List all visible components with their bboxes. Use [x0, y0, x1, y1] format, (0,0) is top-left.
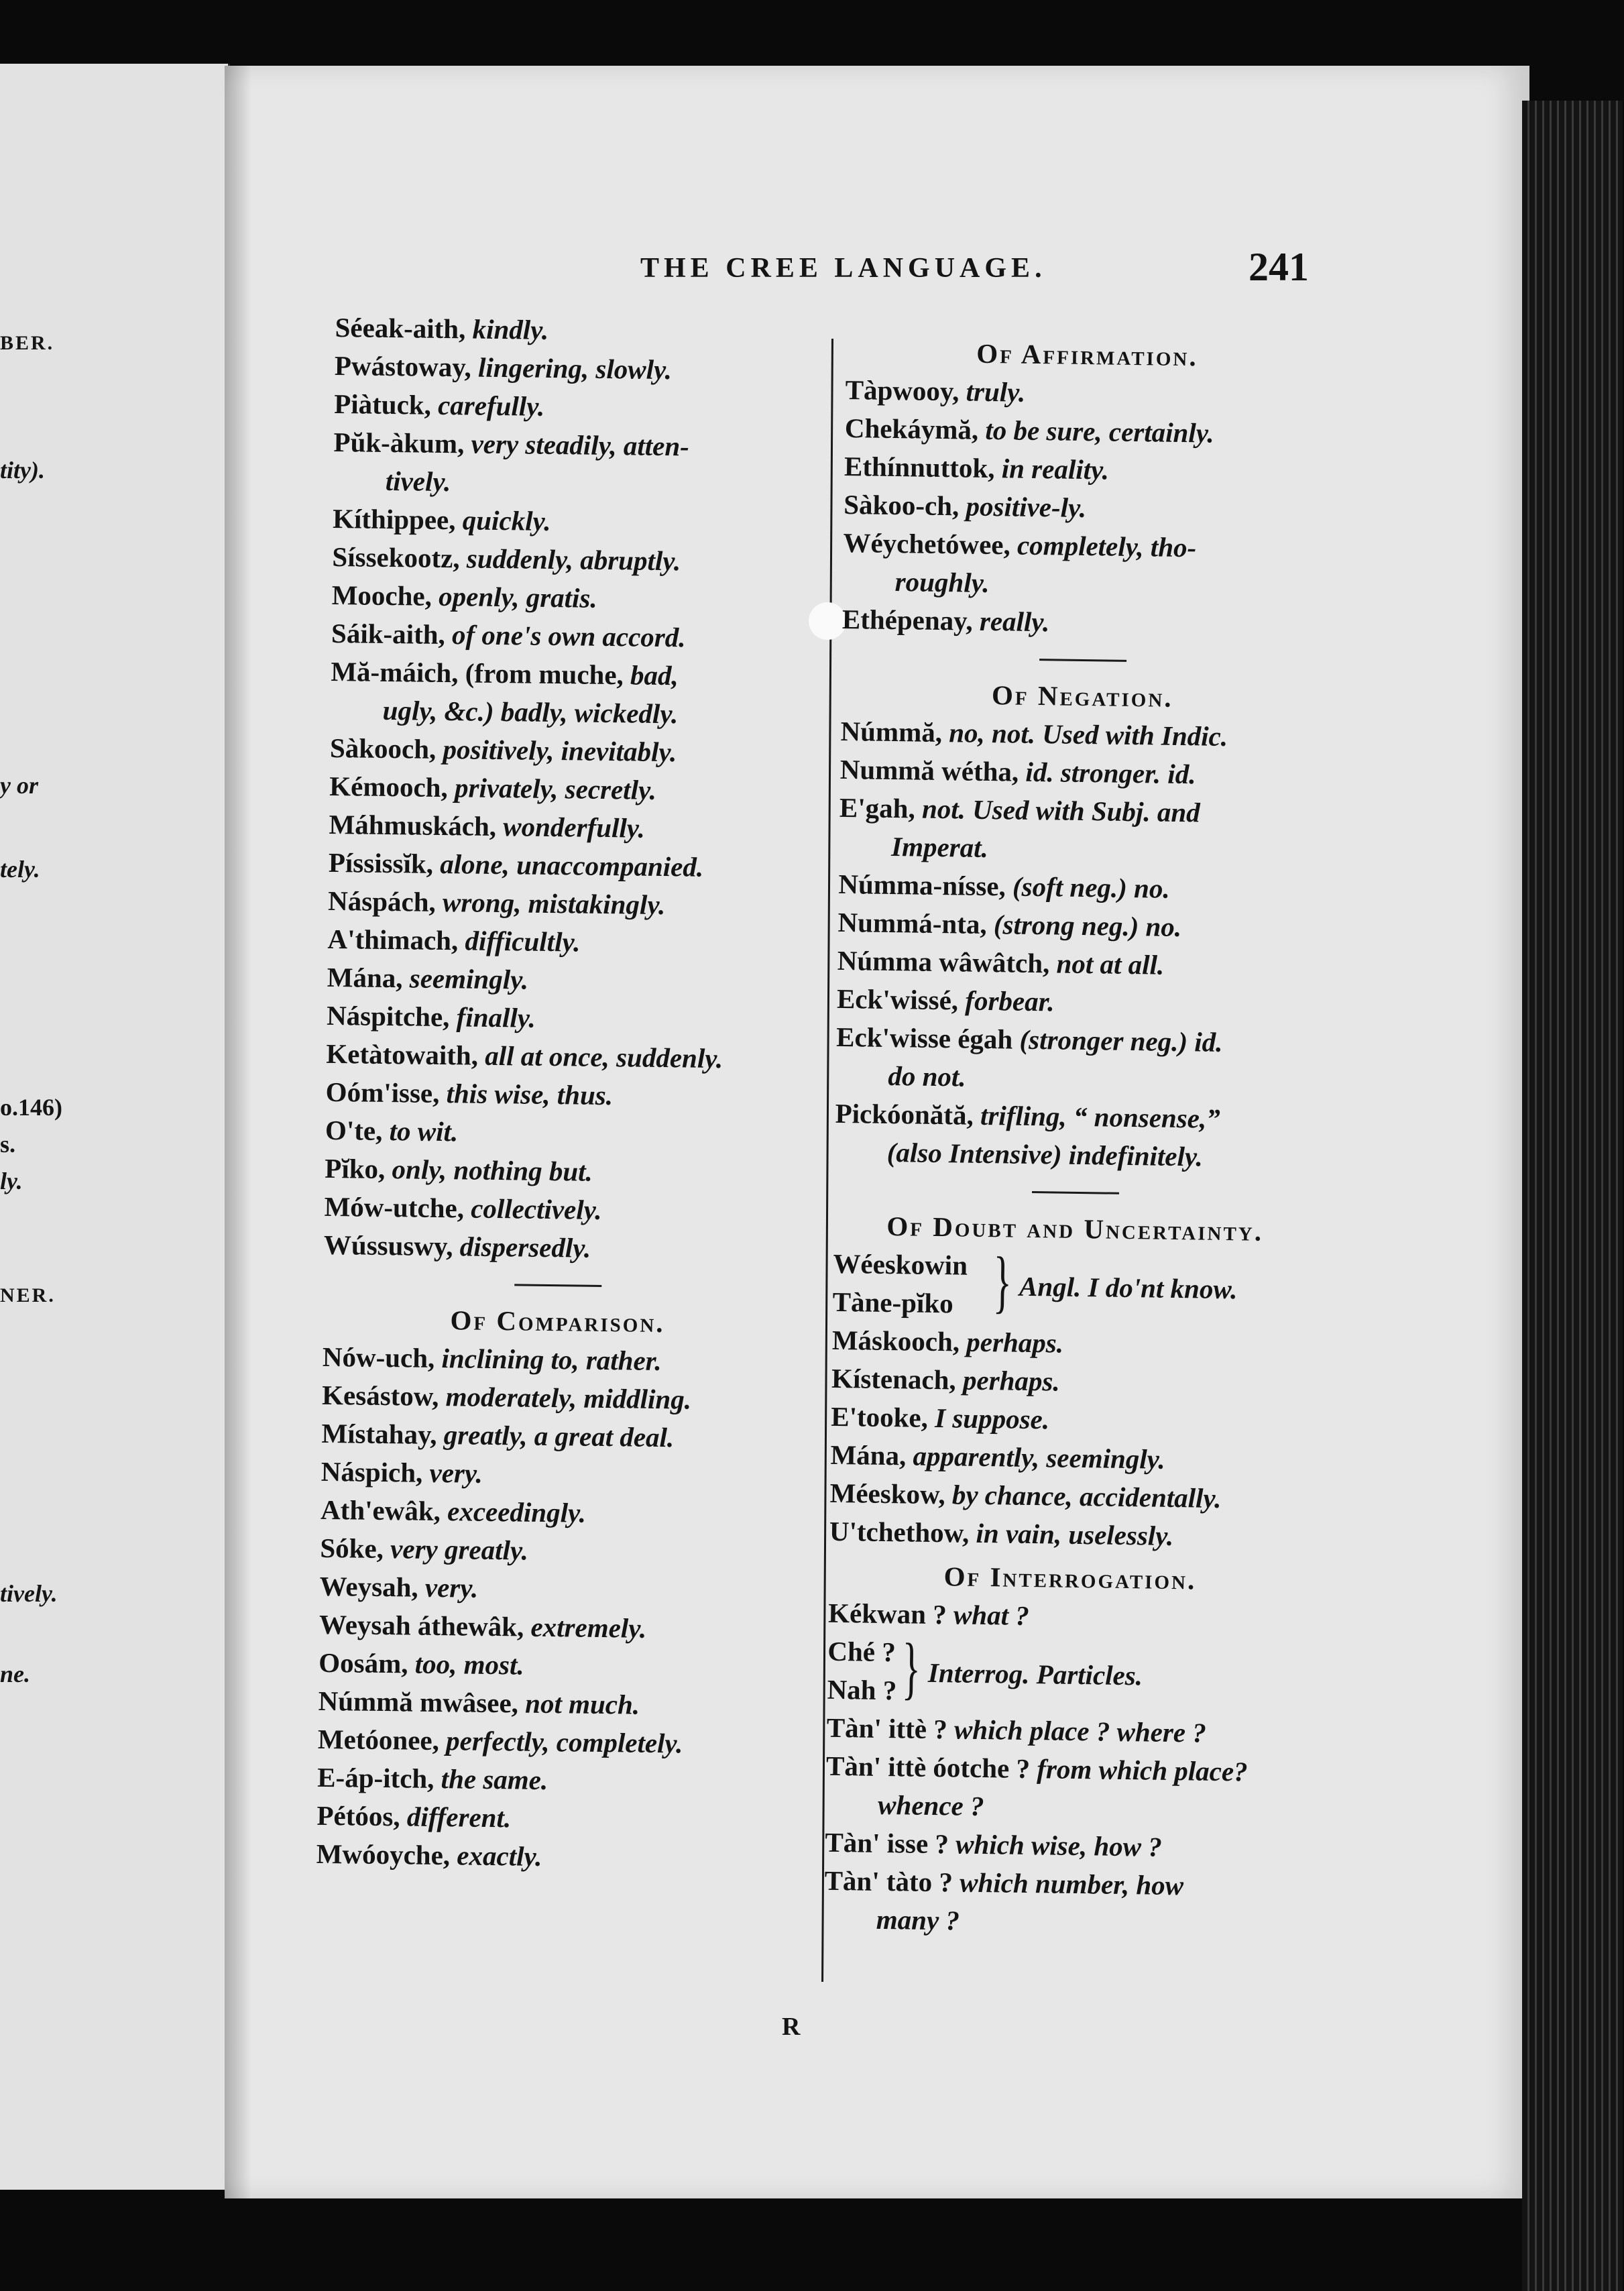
section-divider: [1039, 659, 1126, 662]
entry-gloss: forbear.: [965, 985, 1055, 1017]
entry-term: Mána,: [327, 961, 403, 994]
glossary-entry: [327, 997, 797, 1041]
glossary-entry: [333, 423, 803, 506]
entry-gloss: which wise, how ?: [955, 1828, 1163, 1862]
entry-gloss: bad,: [630, 659, 679, 691]
entry-gloss: very steadily, atten-: [471, 428, 690, 462]
facing-page-fragment: ne.: [0, 1661, 30, 1687]
entry-gloss: carefully.: [437, 389, 545, 422]
entry-term: Eck'wisse égah: [835, 1021, 1013, 1055]
facing-page-fragment: tely.: [0, 856, 40, 883]
glossary-entry: [837, 980, 1320, 1025]
glossary-entry: [317, 1758, 787, 1803]
glossary-entry: [845, 371, 1328, 416]
glossary-entry: [832, 1321, 1316, 1366]
entry-term: Weysah,: [319, 1570, 418, 1603]
page-number: 241: [1249, 245, 1309, 289]
entry-term: Sáik-aith,: [331, 617, 446, 651]
entry-gloss: the same.: [441, 1763, 548, 1796]
entry-term: A'thimach,: [327, 923, 459, 956]
section-heading: Of Affirmation.: [976, 337, 1198, 372]
entry-term: Nów-uch,: [322, 1341, 435, 1374]
entry-gloss: very greatly.: [390, 1533, 529, 1566]
entry-continuation: do not.: [888, 1060, 966, 1093]
entry-term: E'tooke,: [831, 1400, 929, 1433]
entry-gloss: (stronger neg.) id.: [1019, 1023, 1223, 1058]
entry-term: Wéychetówee,: [843, 526, 1011, 561]
glossary-entry: [323, 1338, 793, 1382]
entry-term: Kístenach,: [831, 1362, 957, 1396]
entry-term: Tàn' isse ?: [825, 1826, 949, 1860]
entry-term: Sóke,: [320, 1532, 384, 1565]
entry-term: Tàn' tàto ?: [824, 1864, 953, 1898]
brace-terms: [827, 1632, 897, 1710]
entry-gloss: exceedingly.: [447, 1496, 587, 1528]
entry-term: Sàkooch,: [329, 732, 437, 765]
entry-gloss: this wise, thus.: [446, 1078, 614, 1111]
entry-continuation: tively.: [385, 465, 451, 498]
entry-gloss: all at once, suddenly.: [484, 1040, 723, 1074]
glossary-entry: [316, 1797, 787, 1841]
entry-term: Chekáymă,: [844, 412, 979, 445]
facing-page: [0, 64, 230, 2190]
entry-term: Kékwan ?: [827, 1597, 947, 1630]
entry-gloss: not at all.: [1056, 948, 1165, 981]
entry-term: Méeskow,: [829, 1477, 945, 1510]
entry-gloss: which place ? where ?: [953, 1714, 1207, 1748]
brace-term: Nah ?: [827, 1673, 897, 1706]
glossary-entry: [321, 1491, 791, 1535]
section-heading: Of Comparison.: [450, 1304, 665, 1339]
glossary-entry: [831, 1398, 1314, 1443]
entry-gloss: what ?: [953, 1599, 1030, 1631]
glossary-entry: [825, 1747, 1310, 1830]
entry-term: Mów-utche,: [324, 1190, 465, 1224]
glossary-entry: [327, 920, 797, 964]
glossary-entry: [333, 500, 803, 544]
entry-term: Wússuswy,: [323, 1229, 453, 1262]
glossary-entry: [319, 1606, 789, 1650]
entry-gloss: only, nothing but.: [392, 1154, 593, 1187]
entry-gloss: greatly, a great deal.: [443, 1419, 675, 1453]
entry-term: Ethépenay,: [842, 603, 974, 636]
glossary-entry: [830, 1436, 1314, 1481]
facing-page-fragment: ly.: [0, 1168, 23, 1194]
facing-page-fragment: BER.: [0, 332, 55, 354]
page-edges: [1522, 101, 1623, 2291]
facing-page-fragment: tively.: [0, 1580, 58, 1607]
entry-gloss: perfectly, completely.: [445, 1725, 683, 1759]
glossary-entry: [324, 1226, 794, 1270]
section-divider: [1032, 1191, 1119, 1194]
brace-terms: [832, 1245, 968, 1323]
glossary-entry: [825, 1824, 1308, 1868]
entry-term: Místahay,: [321, 1417, 437, 1450]
entry-term: Piàtuck,: [333, 388, 432, 421]
glossary-entry: [324, 1188, 794, 1232]
entry-term: Nummă wétha,: [839, 753, 1019, 787]
gutter-shadow: [225, 66, 251, 2198]
entry-gloss: wrong, mistakingly.: [442, 887, 666, 921]
brace-term: Ché ?: [827, 1635, 896, 1668]
glossary-entry: [838, 865, 1322, 910]
glossary-entry: [845, 409, 1328, 454]
section-heading: Of Doubt and Uncertainty.: [886, 1210, 1264, 1247]
glossary-entry: [328, 882, 798, 926]
glossary-entry: [831, 1359, 1315, 1404]
glossary-entry: [829, 1474, 1313, 1519]
entry-term: Kémooch,: [329, 770, 449, 803]
entry-term: Númma wâwâtch,: [837, 944, 1050, 979]
brace-term: Tàne-pĭko: [832, 1286, 954, 1319]
entry-gloss: id. stronger. id.: [1025, 756, 1196, 790]
entry-term: Númmă mwâsee,: [318, 1685, 519, 1719]
entry-term: U'tchethow,: [829, 1515, 970, 1549]
facing-page-fragment: s.: [0, 1131, 16, 1158]
entry-gloss: from which place?: [1036, 1753, 1248, 1787]
glossary-entry: [840, 712, 1324, 757]
entry-term: E'gah,: [839, 791, 916, 824]
glossary-entry: [826, 1709, 1310, 1754]
curly-brace-icon: }: [992, 1243, 1012, 1321]
entry-gloss: apparently, seemingly.: [913, 1440, 1165, 1475]
glossary-entry: [319, 1567, 789, 1612]
entry-gloss: to be sure, certainly.: [985, 414, 1215, 449]
entry-gloss: perhaps.: [966, 1326, 1064, 1359]
glossary-entry: [335, 347, 805, 391]
entry-gloss: in reality.: [1001, 453, 1110, 486]
entry-term: Nummá-nta,: [837, 906, 987, 940]
entry-term: Mwóoyche,: [316, 1838, 451, 1871]
glossary-entry: [318, 1644, 789, 1688]
glossary-entry: [318, 1720, 788, 1765]
entry-gloss: really.: [979, 605, 1050, 638]
facing-page-fragment: o.146): [0, 1094, 62, 1121]
glossary-entry: [321, 1414, 791, 1459]
glossary-entry: [329, 767, 799, 812]
glossary-entry: [839, 789, 1323, 872]
entry-term: Kíthippee,: [332, 502, 456, 536]
entry-gloss: inclining to, rather.: [441, 1343, 662, 1377]
brace-group: [832, 1245, 1316, 1328]
entry-gloss: difficultly.: [465, 925, 581, 958]
glossary-entry: [329, 805, 799, 850]
entry-term: Kesástow,: [321, 1379, 439, 1412]
entry-gloss: kindly.: [472, 313, 549, 345]
entry-gloss: to wit.: [389, 1115, 459, 1148]
entry-term: Oosám,: [318, 1646, 408, 1679]
facing-page-fragment: NER.: [0, 1284, 56, 1306]
brace-gloss: Interrog. Particles.: [927, 1657, 1143, 1691]
entry-gloss: different.: [406, 1801, 512, 1834]
glossary-entry: [837, 942, 1320, 987]
entry-term: Máhmuskách,: [329, 808, 497, 842]
entry-gloss: openly, gratis.: [438, 580, 597, 614]
glossary-entry: [326, 1035, 796, 1079]
entry-term: Ketàtowaith,: [326, 1038, 479, 1071]
entry-gloss: quickly.: [462, 504, 551, 537]
entry-gloss: privately, secretly.: [454, 772, 657, 805]
entry-term: O'te,: [325, 1114, 383, 1146]
entry-term: Sàkoo-ch,: [843, 488, 960, 522]
glossary-entry: [842, 524, 1326, 607]
right-column: [823, 327, 1328, 1945]
glossary-entry: [335, 309, 805, 353]
entry-term: Máskooch,: [831, 1324, 960, 1357]
entry-gloss: extremely.: [530, 1611, 647, 1644]
entry-gloss: positive-ly.: [966, 490, 1087, 524]
entry-gloss: collectively.: [470, 1192, 602, 1225]
entry-gloss: truly.: [966, 376, 1026, 408]
facing-page-fragment: tity).: [0, 457, 45, 484]
entry-gloss: lingering, slowly.: [477, 351, 673, 386]
glossary-entry: [330, 729, 800, 773]
glossary-entry: [325, 1111, 795, 1156]
entry-term: Mána,: [830, 1439, 907, 1471]
glossary-entry: [330, 653, 800, 735]
glossary-entry: [320, 1529, 790, 1573]
entry-continuation: (also Intensive) indefinitely.: [886, 1136, 1204, 1172]
entry-term: E-áp-itch,: [316, 1761, 434, 1794]
entry-gloss: too, most.: [414, 1648, 524, 1681]
glossary-entry: [839, 750, 1323, 795]
entry-term: Tàpwooy,: [845, 374, 960, 407]
entry-term: Píssissĭk,: [328, 846, 434, 879]
entry-term: Séeak-aith,: [335, 311, 466, 345]
entry-continuation: ugly, &c.) badly, wickedly.: [382, 694, 679, 730]
glossary-entry: [327, 958, 797, 1003]
glossary-entry: [331, 576, 801, 620]
entry-continuation: many ?: [876, 1903, 960, 1936]
entry-gloss: wonderfully.: [503, 811, 646, 844]
brace-term: Wéeskowin: [833, 1247, 968, 1281]
entry-gloss: I suppose.: [934, 1402, 1050, 1435]
glossary-entry: [834, 1095, 1318, 1178]
entry-term: Mă-máich, (from muche,: [331, 655, 624, 691]
glossary-entry: [321, 1453, 791, 1497]
entry-gloss: not. Used with Subj. and: [921, 793, 1201, 828]
entry-gloss: which number, how: [959, 1866, 1184, 1901]
entry-gloss: suddenly, abruptly.: [466, 543, 681, 577]
glossary-entry: [842, 600, 1326, 645]
entry-term: Pwástoway,: [334, 349, 472, 383]
glossary-entry: [828, 1594, 1312, 1639]
glossary-entry: [322, 1376, 792, 1420]
glossary-entry: [844, 486, 1327, 530]
entry-term: Síssekootz,: [332, 541, 460, 574]
curly-brace-icon: }: [901, 1629, 921, 1707]
entry-term: Mooche,: [331, 579, 432, 612]
entry-gloss: of one's own accord.: [451, 619, 686, 653]
paper-spot: [809, 602, 846, 640]
entry-gloss: dispersedly.: [459, 1231, 591, 1264]
glossary-entry: [823, 1862, 1308, 1945]
entry-term: Náspách,: [327, 885, 437, 917]
glossary-entry: [329, 844, 799, 888]
entry-term: Ethínnuttok,: [844, 450, 995, 484]
entry-term: Númmă,: [840, 715, 943, 748]
entry-gloss: by chance, accidentally.: [951, 1479, 1222, 1514]
entry-gloss: in vain, uselessly.: [976, 1517, 1174, 1551]
section-heading: Of Interrogation.: [943, 1561, 1197, 1596]
entry-term: Númma-nísse,: [838, 868, 1006, 902]
brace-gloss: Angl. I do'nt know.: [1019, 1270, 1238, 1305]
entry-gloss: finally.: [456, 1001, 536, 1033]
entry-gloss: (soft neg.) no.: [1012, 871, 1170, 904]
entry-term: Náspich,: [321, 1455, 423, 1488]
glossary-entry: [325, 1073, 795, 1117]
entry-term: Pŭk-àkum,: [333, 426, 465, 459]
entry-gloss: trifling, “ nonsense,”: [980, 1099, 1221, 1134]
entry-gloss: not much.: [524, 1687, 640, 1720]
entry-gloss: exactly.: [457, 1840, 542, 1872]
left-column: [316, 309, 804, 1879]
entry-term: Weysah áthewâk,: [318, 1608, 524, 1642]
glossary-entry: [837, 903, 1321, 948]
entry-gloss: (strong neg.) no.: [993, 909, 1182, 943]
entry-gloss: positively, inevitably.: [443, 734, 677, 768]
brace-group: [827, 1629, 1311, 1716]
glossary-entry: [316, 1835, 786, 1879]
entry-gloss: alone, unaccompanied.: [439, 848, 704, 883]
entry-gloss: no, not. Used with Indic.: [948, 717, 1228, 752]
facing-page-fragment: y or: [0, 772, 38, 799]
glossary-entry: [318, 1682, 788, 1726]
entry-continuation: Imperat.: [890, 831, 989, 864]
running-head: THE CREE LANGUAGE.: [640, 253, 1047, 284]
entry-term: Ath'ewâk,: [320, 1494, 441, 1527]
entry-term: Tàn' ittè óotche ?: [825, 1750, 1031, 1785]
entry-term: Pétóos,: [316, 1799, 400, 1832]
entry-gloss: very.: [424, 1571, 479, 1604]
entry-gloss: very.: [429, 1457, 483, 1489]
entry-continuation: roughly.: [894, 566, 990, 599]
entry-term: Pickóonătă,: [835, 1097, 974, 1131]
glossary-entry: [331, 614, 801, 659]
entry-continuation: whence ?: [877, 1789, 984, 1822]
entry-gloss: perhaps.: [962, 1364, 1060, 1397]
signature-mark: R: [782, 2013, 801, 2041]
entry-term: Pĭko,: [325, 1152, 386, 1185]
glossary-entry: [835, 1018, 1320, 1101]
glossary-entry: [844, 447, 1328, 492]
entry-term: Tàn' ittè ?: [826, 1712, 948, 1745]
entry-gloss: seemingly.: [409, 962, 529, 995]
entry-term: Eck'wissé,: [836, 983, 959, 1016]
glossary-entry: [829, 1512, 1313, 1557]
section-divider: [514, 1284, 601, 1287]
entry-gloss: completely, tho-: [1017, 529, 1197, 563]
glossary-entry: [325, 1150, 795, 1194]
entry-term: Metóonee,: [317, 1723, 440, 1756]
entry-gloss: moderately, middling.: [445, 1381, 692, 1415]
section-heading: Of Negation.: [991, 679, 1173, 713]
glossary-entry: [334, 385, 804, 429]
glossary-entry: [332, 538, 802, 582]
entry-term: Náspitche,: [326, 999, 450, 1033]
entry-term: Oóm'isse,: [325, 1076, 440, 1109]
